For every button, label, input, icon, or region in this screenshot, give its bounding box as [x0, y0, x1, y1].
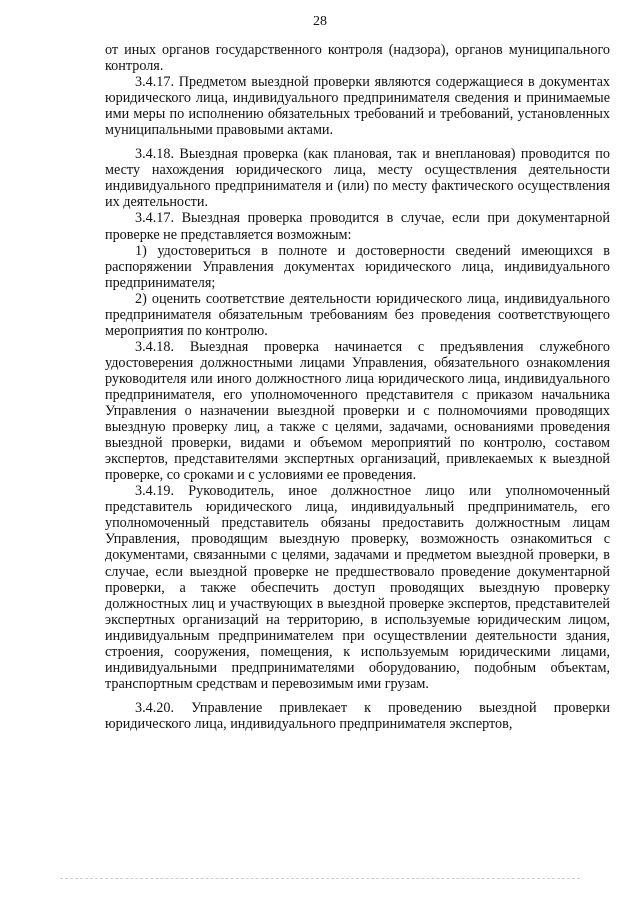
- paragraph-3-4-20-experts: 3.4.20. Управление привлекает к проведению выездной проверки юридического лица, индивидуального предпринимателя экспертов,: [105, 699, 610, 732]
- paragraph-3-4-19-access: 3.4.19. Руководитель, иное должностное лицо или уполномоченный представитель юридического лица, индивидуальный предприниматель, его уполномоченный представитель обязаны предоставить должностным лицам Управления, проводящим выездную проверку, возможность ознакомиться с документами, связанными с целями, задачами и предметом выездной проверки, в случае, если выездной проверке не предшествовало проведение документарной проверки, а также обеспечить доступ проводящих выездную проверку должностных лиц и участвующих в выездной проверке экспертов, представителей экспертных организаций на территорию, в используемые юридическим лицом, индивидуальным предпринимателем при осуществлении деятельности здания, строения, сооружения, помещения, к используемым юридическими лицами, индивидуальными предпринимателями оборудованию, подобным объектам, транспортным средствам и перевозимым ими грузам.: [105, 483, 610, 692]
- list-item-2: 2) оценить соответствие деятельности юридического лица, индивидуального предпринимателя обязательным требованиям без проведения соответствующего мероприятия по контролю.: [105, 290, 610, 339]
- paragraph-3-4-18-location: 3.4.18. Выездная проверка (как плановая, так и внеплановая) проводится по месту нахождения юридического лица, месту осуществления деятельности индивидуального предпринимателя и (или) по месту фактического осуществления их деятельности.: [105, 146, 610, 211]
- paragraph-continuation: от иных органов государственного контроля (надзора), органов муниципального контроля.: [105, 42, 610, 75]
- paragraph-3-4-17-subject: 3.4.17. Предметом выездной проверки являются содержащиеся в документах юридического лица, индивидуального предпринимателя сведения и принимаемые ими меры по исполнению обязательных требований и требований, установленных муниципальными правовыми актами.: [105, 74, 610, 139]
- list-item-1: 1) удостовериться в полноте и достоверности сведений имеющихся в распоряжении Управления документах юридического лица, индивидуального предпринимателя;: [105, 242, 610, 291]
- paragraph-3-4-17-cases: 3.4.17. Выездная проверка проводится в случае, если при документарной проверке не представляется возможным:: [105, 210, 610, 243]
- page-number: 28: [313, 14, 327, 29]
- paragraph-3-4-18-start: 3.4.18. Выездная проверка начинается с предъявления служебного удостоверения должностными лицами Управления, обязательного ознакомления руководителя или иного должностного лица юридического лица, индивидуального предпринимателя, его уполномоченного представителя с приказом начальника Управления о назначении выездной проверки и с полномочиями проводящих выездную проверку лиц, а также с целями, задачами, основаниями проведения выездной проверки, видами и объемом мероприятий по контролю, составом экспертов, представителями экспертных организаций, привлекаемых к выездной проверке, со сроками и с условиями ее проведения.: [105, 338, 610, 484]
- bottom-divider: [60, 878, 580, 879]
- document-body: [105, 42, 610, 732]
